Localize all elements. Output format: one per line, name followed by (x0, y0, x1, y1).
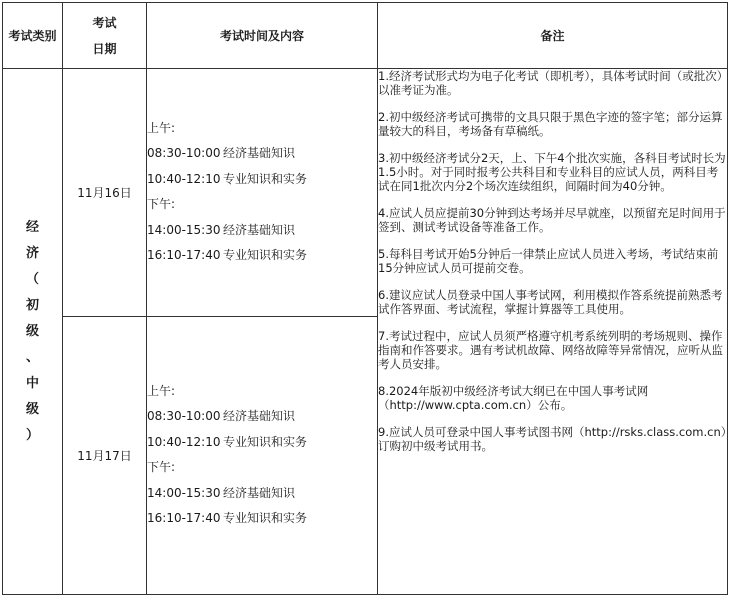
note-item: 7.考试过程中，应试人员须严格遵守机考系统列明的考场规则、操作指南和作答要求。遇有考试机故障、网络故障等异常情况，应听从监考人员安排。 (378, 329, 723, 372)
note-item: 3.初中级经济考试分2天，上、下午4个批次实施，各科目考试时长为1.5小时。对于同时报考公共科目和专业科目的应试人员，两科目考试在同1批次内分2个场次连续组织，间隔时间为40分钟。 (378, 151, 726, 194)
morning-label: 上午: (147, 383, 176, 398)
session-item (147, 243, 377, 269)
sessions-cell-day2 (147, 316, 378, 594)
session-item (147, 481, 377, 507)
header-sessions: 考试时间及内容 (147, 3, 378, 69)
category-char: 级 (25, 323, 39, 339)
notes-cell (378, 69, 728, 595)
category-char: 初 (25, 297, 39, 313)
header-row (3, 3, 728, 69)
note-item: 4.应试人员应提前30分钟到达考场并尽早就座，以预留充足时间用于签到、测试考试设备等准备工作。 (378, 206, 726, 235)
session-time: 10:40-12:10 (147, 434, 221, 449)
category-char: 经 (25, 219, 39, 235)
session-time: 08:30-10:00 (147, 146, 221, 161)
session-item (147, 506, 377, 532)
session-item (147, 167, 377, 193)
category-cell (3, 69, 63, 595)
session-subject: 经济基础知识 (223, 409, 296, 424)
header-notes: 备注 (378, 3, 728, 69)
header-date-line1: 考试 (92, 15, 117, 30)
day-row-1 (3, 69, 728, 316)
note-item: 5.每科目考试开始5分钟后一律禁止应试人员进入考场，考试结束前15分钟应试人员可提前交卷。 (378, 247, 719, 276)
header-date-line2: 日期 (92, 41, 117, 56)
note-item: 8.2024年版初中级经济考试大纲已在中国人事考试网（http://www.cpta.com.cn）公布。 (378, 384, 649, 413)
session-subject: 经济基础知识 (223, 222, 296, 237)
session-time: 08:30-10:00 (147, 409, 221, 424)
date-cell-day2: 11月17日 (63, 316, 147, 594)
note-item: 6.建议应试人员登录中国人事考试网，利用模拟作答系统提前熟悉考试作答界面、考试流程，掌握计算器等工具使用。 (378, 288, 723, 317)
session-item (147, 430, 377, 456)
note-item: 9.应试人员可登录中国人事考试图书网（http://rsks.class.com.cn）订购初中级考试用书。 (378, 425, 727, 454)
session-subject: 专业知识和实务 (223, 171, 308, 186)
session-item (147, 218, 377, 244)
session-subject: 经济基础知识 (223, 485, 296, 500)
date-cell-day1: 11月16日 (63, 69, 147, 316)
session-time: 14:00-15:30 (147, 222, 221, 237)
session-time: 16:10-17:40 (147, 248, 221, 263)
category-char: 、 (25, 349, 39, 365)
exam-schedule-table (2, 2, 728, 595)
session-item (147, 404, 377, 430)
category-char: 级 (25, 401, 39, 417)
sessions-cell-day1 (147, 69, 378, 316)
session-item (147, 141, 377, 167)
category-char: 中 (25, 375, 39, 391)
header-category: 考试类别 (3, 3, 63, 69)
header-date (63, 3, 147, 69)
afternoon-label: 下午: (147, 460, 176, 475)
session-subject: 专业知识和实务 (223, 511, 308, 526)
session-subject: 专业知识和实务 (223, 434, 308, 449)
category-char: （ (25, 271, 39, 287)
session-time: 16:10-17:40 (147, 511, 221, 526)
session-subject: 经济基础知识 (223, 146, 296, 161)
morning-label: 上午: (147, 120, 176, 135)
session-time: 10:40-12:10 (147, 171, 221, 186)
session-time: 14:00-15:30 (147, 485, 221, 500)
afternoon-label: 下午: (147, 197, 176, 212)
note-item: 2.初中级经济考试可携带的文具只限于黑色字迹的签字笔；部分运算量较大的科目，考场备有草稿纸。 (378, 110, 723, 139)
session-subject: 专业知识和实务 (223, 248, 308, 263)
category-char: 济 (25, 245, 39, 261)
category-char: ） (25, 427, 39, 443)
note-item: 1.经济考试形式均为电子化考试（即机考），具体考试时间（或批次）以准考证为准。 (378, 69, 723, 98)
